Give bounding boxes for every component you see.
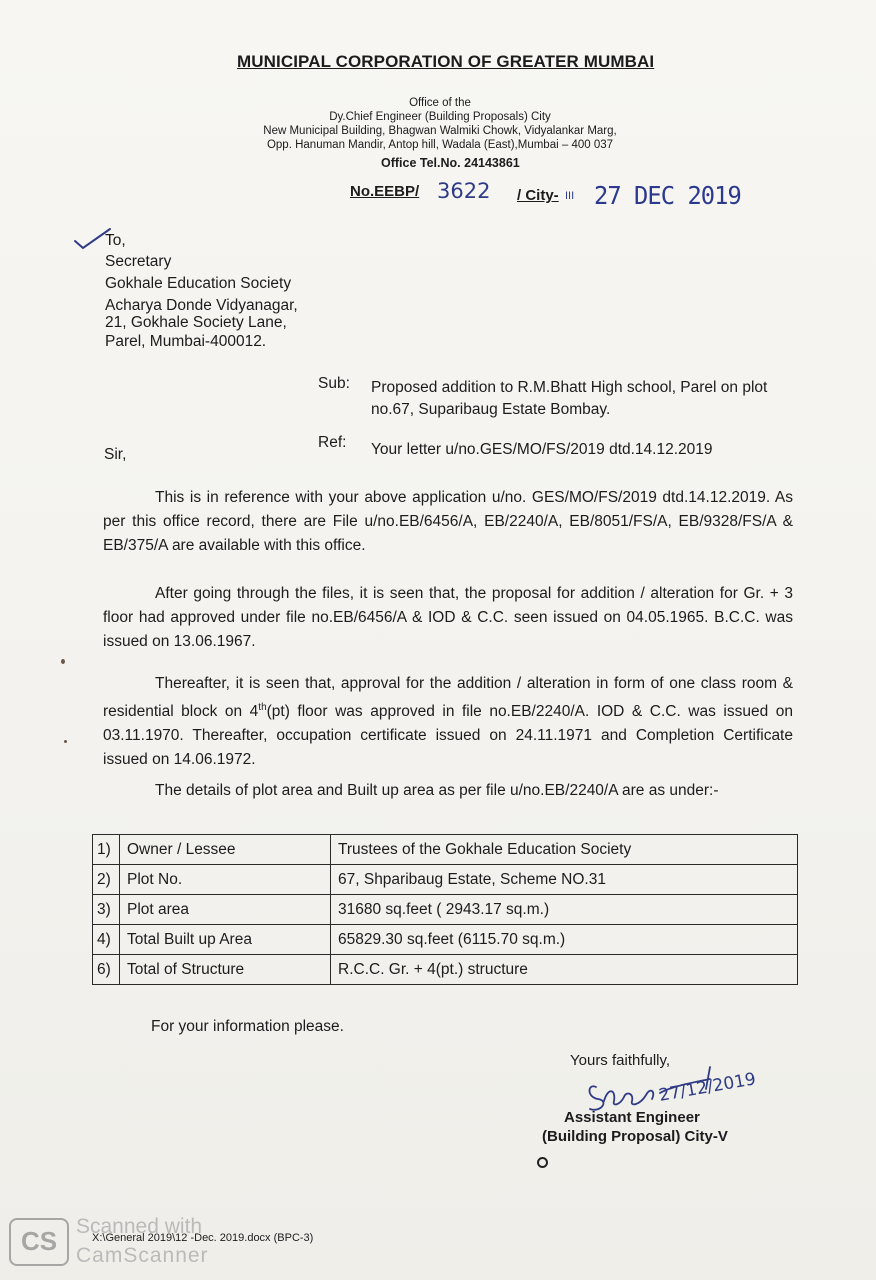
superscript: th [258, 702, 267, 713]
designation-title: Assistant Engineer [564, 1109, 700, 1126]
row-value: 67, Shparibaug Estate, Scheme NO.31 [331, 865, 798, 895]
ink-mark [537, 1157, 548, 1168]
recipient-line: 21, Gokhale Society Lane, [105, 314, 287, 331]
row-label: Owner / Lessee [120, 835, 331, 865]
table-row [93, 865, 798, 895]
recipient-line: Parel, Mumbai-400012. [105, 333, 267, 350]
reference-city-roman: III [565, 190, 575, 202]
salutation: Sir, [104, 446, 127, 463]
reference-prefix: No.EEBP/ [350, 183, 420, 200]
table-row [93, 895, 798, 925]
paragraph-3 [103, 672, 793, 772]
ink-speck [64, 740, 67, 743]
paragraph-4 [103, 779, 793, 803]
subject-line1: Proposed addition to R.M.Bhatt High school, Parel on plot [371, 379, 768, 396]
office-title: Dy.Chief Engineer (Building Proposals) City [329, 111, 551, 123]
row-value: 65829.30 sq.feet (6115.70 sq.m.) [331, 925, 798, 955]
details-table [92, 834, 798, 985]
row-label: Plot No. [120, 865, 331, 895]
organization-heading: MUNICIPAL CORPORATION OF GREATER MUMBAI [237, 52, 655, 71]
subject-line2: no.67, Suparibaug Estate Bombay. [371, 401, 611, 418]
paragraph-text: This is in reference with your above application u/no. GES/MO/FS/2019 dtd.14.12.2019. As per this office record, there are File u/no.EB/6456/A, EB/2240/A, EB/8051/FS/A, EB/9328/FS/A & EB/375/A are available with this office. [103, 489, 793, 554]
table-row [93, 925, 798, 955]
watermark-line1: Scanned with [76, 1215, 203, 1238]
paragraph-text [103, 672, 793, 772]
paragraph-1 [103, 486, 793, 558]
row-number: 3) [93, 895, 120, 925]
camscanner-logo: CS [9, 1218, 69, 1266]
row-number: 4) [93, 925, 120, 955]
office-telephone: Office Tel.No. 24143861 [381, 156, 520, 170]
row-value: Trustees of the Gokhale Education Society [331, 835, 798, 865]
file-path: X:\General 2019\12 -Dec. 2019.docx (BPC-3) [92, 1232, 314, 1244]
recipient-line: Acharya Donde Vidyanagar, [105, 297, 298, 314]
reference-number: 3622 [437, 179, 491, 203]
signature-date: 27/12/2019 [657, 1069, 758, 1106]
paragraph-text-part: Thereafter, it is seen that, approval for the addition / alteration in form of one class room & residential block on 4 [103, 675, 793, 721]
information-note: For your information please. [151, 1018, 344, 1035]
table-row [93, 955, 798, 985]
date-stamp: 27 DEC 2019 [594, 181, 741, 210]
recipient-line: Secretary [105, 253, 172, 270]
ink-speck [61, 659, 65, 664]
row-value: 31680 sq.feet ( 2943.17 sq.m.) [331, 895, 798, 925]
office-address-line1: New Municipal Building, Bhagwan Walmiki Chowk, Vidyalankar Marg, [263, 125, 617, 137]
row-label: Total Built up Area [120, 925, 331, 955]
recipient-line: Gokhale Education Society [105, 275, 292, 292]
table-row [93, 835, 798, 865]
yours-faithfully: Yours faithfully, [570, 1052, 671, 1069]
recipient-to: To, [105, 232, 126, 249]
paragraph-text-part: (pt) floor was approved in file no.EB/2240/A. IOD & C.C. was issued on 03.11.1970. Thereafter, occupation certificate issued on 24.11.1971 and Completion Certificate issued on 14.06.1972. [103, 703, 793, 769]
row-number: 1) [93, 835, 120, 865]
paragraph-text: The details of plot area and Built up area as per file u/no.EB/2240/A are as under:- [155, 782, 719, 799]
office-address-line2: Opp. Hanuman Mandir, Antop hill, Wadala (East),Mumbai – 400 037 [266, 139, 614, 151]
row-label: Plot area [120, 895, 331, 925]
designation-department: (Building Proposal) City-V [542, 1128, 728, 1145]
row-value: R.C.C. Gr. + 4(pt.) structure [331, 955, 798, 985]
reference-label: Ref: [318, 434, 347, 451]
subject-label: Sub: [318, 375, 350, 392]
reference-letter: Your letter u/no.GES/MO/FS/2019 dtd.14.12.2019 [371, 441, 713, 458]
row-number: 2) [93, 865, 120, 895]
office-of: Office of the [409, 97, 471, 109]
paragraph-text: After going through the files, it is seen that, the proposal for addition / alteration for Gr. + 3 floor had approved under file no.EB/6456/A & IOD & C.C. seen issued on 04.05.1965. B.C.C. was issued on 13.06.1967. [103, 585, 793, 650]
row-label: Total of Structure [120, 955, 331, 985]
reference-city-label: / City- [517, 187, 559, 204]
watermark-line2: CamScanner [76, 1244, 209, 1267]
row-number: 6) [93, 955, 120, 985]
paragraph-2 [103, 582, 793, 654]
